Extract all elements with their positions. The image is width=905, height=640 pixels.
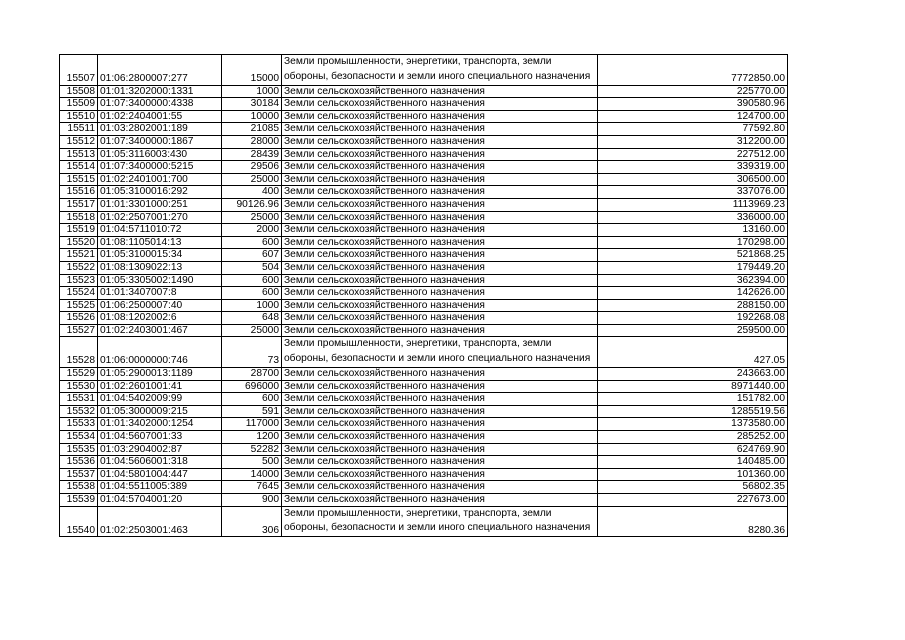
table-row — [60, 393, 788, 406]
cadastral-number: 01:06:2800007:277 — [98, 55, 222, 86]
cadastral-value: 288150.00 — [598, 299, 788, 312]
area-value: 28000 — [222, 135, 282, 148]
table-row — [60, 324, 788, 337]
cadastral-number: 01:08:1309022:13 — [98, 261, 222, 274]
cadastral-number: 01:06:2500007:40 — [98, 299, 222, 312]
table-row — [60, 431, 788, 444]
table-row — [60, 249, 788, 262]
table-row — [60, 198, 788, 211]
row-number: 15507 — [60, 55, 98, 86]
table-row — [60, 337, 788, 368]
row-number: 15519 — [60, 224, 98, 237]
row-number: 15511 — [60, 123, 98, 136]
row-number: 15523 — [60, 274, 98, 287]
row-number: 15517 — [60, 198, 98, 211]
table-row — [60, 55, 788, 86]
area-value: 10000 — [222, 110, 282, 123]
row-number: 15540 — [60, 506, 98, 537]
row-number: 15516 — [60, 186, 98, 199]
land-category: Земли сельскохозяйственного назначения — [282, 161, 598, 174]
land-category: Земли сельскохозяйственного назначения — [282, 324, 598, 337]
cadastral-number: 01:07:3400000:4338 — [98, 98, 222, 111]
cadastral-value: 1373580.00 — [598, 418, 788, 431]
area-value: 30184 — [222, 98, 282, 111]
area-value: 52282 — [222, 443, 282, 456]
land-category: Земли промышленности, энергетики, транспорта, земли обороны, безопасности и земли иного специального назначения — [282, 337, 598, 368]
cadastral-value: 339319.00 — [598, 161, 788, 174]
table-row — [60, 405, 788, 418]
cadastral-number: 01:06:0000000:746 — [98, 337, 222, 368]
cadastral-value: 390580.96 — [598, 98, 788, 111]
land-category: Земли сельскохозяйственного назначения — [282, 456, 598, 469]
cadastral-number: 01:01:3402000:1254 — [98, 418, 222, 431]
area-value: 28439 — [222, 148, 282, 161]
table-row — [60, 312, 788, 325]
cadastral-value: 306500.00 — [598, 173, 788, 186]
cadastral-value: 312200.00 — [598, 135, 788, 148]
land-category: Земли сельскохозяйственного назначения — [282, 211, 598, 224]
land-category: Земли сельскохозяйственного назначения — [282, 198, 598, 211]
land-category: Земли сельскохозяйственного назначения — [282, 393, 598, 406]
row-number: 15530 — [60, 380, 98, 393]
cadastral-number: 01:05:3116003:430 — [98, 148, 222, 161]
cadastral-value: 521868.25 — [598, 249, 788, 262]
land-category: Земли сельскохозяйственного назначения — [282, 274, 598, 287]
area-value: 28700 — [222, 368, 282, 381]
land-category: Земли сельскохозяйственного назначения — [282, 418, 598, 431]
land-category: Земли сельскохозяйственного назначения — [282, 468, 598, 481]
land-category: Земли сельскохозяйственного назначения — [282, 85, 598, 98]
land-category: Земли сельскохозяйственного назначения — [282, 236, 598, 249]
row-number: 15529 — [60, 368, 98, 381]
table-row — [60, 110, 788, 123]
cadastral-value: 1285519.56 — [598, 405, 788, 418]
area-value: 7645 — [222, 481, 282, 494]
table-row — [60, 443, 788, 456]
area-value: 14000 — [222, 468, 282, 481]
cadastral-number: 01:03:2904002:87 — [98, 443, 222, 456]
row-number: 15512 — [60, 135, 98, 148]
cadastral-value: 8971440.00 — [598, 380, 788, 393]
table-row — [60, 468, 788, 481]
land-category: Земли сельскохозяйственного назначения — [282, 186, 598, 199]
cadastral-number: 01:04:5511005:389 — [98, 481, 222, 494]
area-value: 600 — [222, 274, 282, 287]
area-value: 1000 — [222, 299, 282, 312]
table-row — [60, 494, 788, 507]
row-number: 15525 — [60, 299, 98, 312]
cadastral-value: 56802.35 — [598, 481, 788, 494]
area-value: 648 — [222, 312, 282, 325]
cadastral-number: 01:02:2503001:463 — [98, 506, 222, 537]
area-value: 73 — [222, 337, 282, 368]
land-category: Земли сельскохозяйственного назначения — [282, 135, 598, 148]
cadastral-number: 01:05:3000009:215 — [98, 405, 222, 418]
area-value: 500 — [222, 456, 282, 469]
cadastral-value: 124700.00 — [598, 110, 788, 123]
row-number: 15522 — [60, 261, 98, 274]
row-number: 15528 — [60, 337, 98, 368]
table-row — [60, 173, 788, 186]
row-number: 15518 — [60, 211, 98, 224]
cadastral-value: 1113969.23 — [598, 198, 788, 211]
row-number: 15539 — [60, 494, 98, 507]
area-value: 591 — [222, 405, 282, 418]
land-category: Земли промышленности, энергетики, транспорта, земли обороны, безопасности и земли иного специального назначения — [282, 506, 598, 537]
cadastral-number: 01:07:3400000:1867 — [98, 135, 222, 148]
cadastral-number: 01:04:5801004:447 — [98, 468, 222, 481]
cadastral-value: 179449.20 — [598, 261, 788, 274]
cadastral-value: 427.05 — [598, 337, 788, 368]
row-number: 15532 — [60, 405, 98, 418]
cadastral-number: 01:05:3100016:292 — [98, 186, 222, 199]
land-category: Земли сельскохозяйственного назначения — [282, 299, 598, 312]
table-row — [60, 224, 788, 237]
row-number: 15538 — [60, 481, 98, 494]
land-category: Земли сельскохозяйственного назначения — [282, 443, 598, 456]
table-row — [60, 506, 788, 537]
area-value: 25000 — [222, 324, 282, 337]
row-number: 15526 — [60, 312, 98, 325]
cadastral-number: 01:07:3400000:5215 — [98, 161, 222, 174]
area-value: 21085 — [222, 123, 282, 136]
cadastral-number: 01:04:5711010:72 — [98, 224, 222, 237]
table-row — [60, 98, 788, 111]
row-number: 15527 — [60, 324, 98, 337]
land-category: Земли сельскохозяйственного назначения — [282, 261, 598, 274]
cadastral-number: 01:04:5704001:20 — [98, 494, 222, 507]
table-row — [60, 287, 788, 300]
land-category: Земли сельскохозяйственного назначения — [282, 494, 598, 507]
table-row — [60, 236, 788, 249]
land-category: Земли сельскохозяйственного назначения — [282, 98, 598, 111]
table-row — [60, 456, 788, 469]
area-value: 1200 — [222, 431, 282, 444]
area-value: 306 — [222, 506, 282, 537]
cadastral-value: 259500.00 — [598, 324, 788, 337]
area-value: 25000 — [222, 211, 282, 224]
cadastral-number: 01:04:5607001:33 — [98, 431, 222, 444]
row-number: 15521 — [60, 249, 98, 262]
row-number: 15514 — [60, 161, 98, 174]
table-row — [60, 85, 788, 98]
cadastral-number: 01:08:1105014:13 — [98, 236, 222, 249]
area-value: 600 — [222, 236, 282, 249]
cadastral-value: 170298.00 — [598, 236, 788, 249]
land-category: Земли сельскохозяйственного назначения — [282, 173, 598, 186]
area-value: 607 — [222, 249, 282, 262]
area-value: 900 — [222, 494, 282, 507]
land-category: Земли сельскохозяйственного назначения — [282, 405, 598, 418]
table-row — [60, 380, 788, 393]
table-row — [60, 368, 788, 381]
table-row — [60, 161, 788, 174]
area-value: 90126.96 — [222, 198, 282, 211]
row-number: 15513 — [60, 148, 98, 161]
area-value: 504 — [222, 261, 282, 274]
cadastral-number: 01:02:2601001:41 — [98, 380, 222, 393]
cadastral-value: 337076.00 — [598, 186, 788, 199]
area-value: 15000 — [222, 55, 282, 86]
cadastral-value: 624769.90 — [598, 443, 788, 456]
cadastral-number: 01:04:5606001:318 — [98, 456, 222, 469]
cadastral-number: 01:04:5402009:99 — [98, 393, 222, 406]
area-value: 25000 — [222, 173, 282, 186]
land-category: Земли сельскохозяйственного назначения — [282, 481, 598, 494]
cadastral-number: 01:01:3301000:251 — [98, 198, 222, 211]
row-number: 15524 — [60, 287, 98, 300]
row-number: 15537 — [60, 468, 98, 481]
table-row — [60, 261, 788, 274]
row-number: 15536 — [60, 456, 98, 469]
table-row — [60, 418, 788, 431]
land-category: Земли сельскохозяйственного назначения — [282, 380, 598, 393]
cadastral-value: 142626.00 — [598, 287, 788, 300]
area-value: 1000 — [222, 85, 282, 98]
row-number: 15535 — [60, 443, 98, 456]
land-category: Земли сельскохозяйственного назначения — [282, 224, 598, 237]
table-row — [60, 211, 788, 224]
cadastral-number: 01:02:2507001:270 — [98, 211, 222, 224]
cadastral-value: 227512.00 — [598, 148, 788, 161]
cadastral-value: 77592.80 — [598, 123, 788, 136]
area-value: 29506 — [222, 161, 282, 174]
land-category: Земли сельскохозяйственного назначения — [282, 249, 598, 262]
cadastral-number: 01:02:2404001:55 — [98, 110, 222, 123]
land-category: Земли сельскохозяйственного назначения — [282, 287, 598, 300]
row-number: 15534 — [60, 431, 98, 444]
land-category: Земли сельскохозяйственного назначения — [282, 148, 598, 161]
row-number: 15531 — [60, 393, 98, 406]
table-row — [60, 148, 788, 161]
area-value: 600 — [222, 393, 282, 406]
cadastral-value: 192268.08 — [598, 312, 788, 325]
cadastral-value: 8280.36 — [598, 506, 788, 537]
row-number: 15515 — [60, 173, 98, 186]
land-category: Земли сельскохозяйственного назначения — [282, 123, 598, 136]
cadastral-number: 01:01:3202000:1331 — [98, 85, 222, 98]
row-number: 15509 — [60, 98, 98, 111]
area-value: 117000 — [222, 418, 282, 431]
table-row — [60, 135, 788, 148]
row-number: 15533 — [60, 418, 98, 431]
area-value: 400 — [222, 186, 282, 199]
cadastral-number: 01:05:3305002:1490 — [98, 274, 222, 287]
cadastral-value: 140485.00 — [598, 456, 788, 469]
cadastral-value: 285252.00 — [598, 431, 788, 444]
cadastral-value: 13160.00 — [598, 224, 788, 237]
cadastral-number: 01:01:3407007:8 — [98, 287, 222, 300]
land-category: Земли сельскохозяйственного назначения — [282, 368, 598, 381]
land-category: Земли сельскохозяйственного назначения — [282, 312, 598, 325]
area-value: 696000 — [222, 380, 282, 393]
table-row — [60, 299, 788, 312]
land-category: Земли сельскохозяйственного назначения — [282, 431, 598, 444]
table-row — [60, 186, 788, 199]
cadastral-value: 225770.00 — [598, 85, 788, 98]
cadastral-number: 01:05:3100015:34 — [98, 249, 222, 262]
cadastral-number: 01:03:2802001:189 — [98, 123, 222, 136]
land-plots-table — [59, 54, 788, 537]
cadastral-value: 101360.00 — [598, 468, 788, 481]
table-row — [60, 123, 788, 136]
land-category: Земли сельскохозяйственного назначения — [282, 110, 598, 123]
area-value: 600 — [222, 287, 282, 300]
row-number: 15520 — [60, 236, 98, 249]
cadastral-value: 362394.00 — [598, 274, 788, 287]
row-number: 15508 — [60, 85, 98, 98]
cadastral-value: 336000.00 — [598, 211, 788, 224]
table-row — [60, 274, 788, 287]
cadastral-value: 227673.00 — [598, 494, 788, 507]
table-body — [60, 55, 788, 537]
cadastral-value: 243663.00 — [598, 368, 788, 381]
cadastral-number: 01:08:1202002:6 — [98, 312, 222, 325]
cadastral-number: 01:02:2403001:467 — [98, 324, 222, 337]
table-row — [60, 481, 788, 494]
cadastral-value: 7772850.00 — [598, 55, 788, 86]
cadastral-number: 01:05:2900013:1189 — [98, 368, 222, 381]
cadastral-value: 151782.00 — [598, 393, 788, 406]
row-number: 15510 — [60, 110, 98, 123]
area-value: 2000 — [222, 224, 282, 237]
land-category: Земли промышленности, энергетики, транспорта, земли обороны, безопасности и земли иного специального назначения — [282, 55, 598, 86]
cadastral-number: 01:02:2401001:700 — [98, 173, 222, 186]
